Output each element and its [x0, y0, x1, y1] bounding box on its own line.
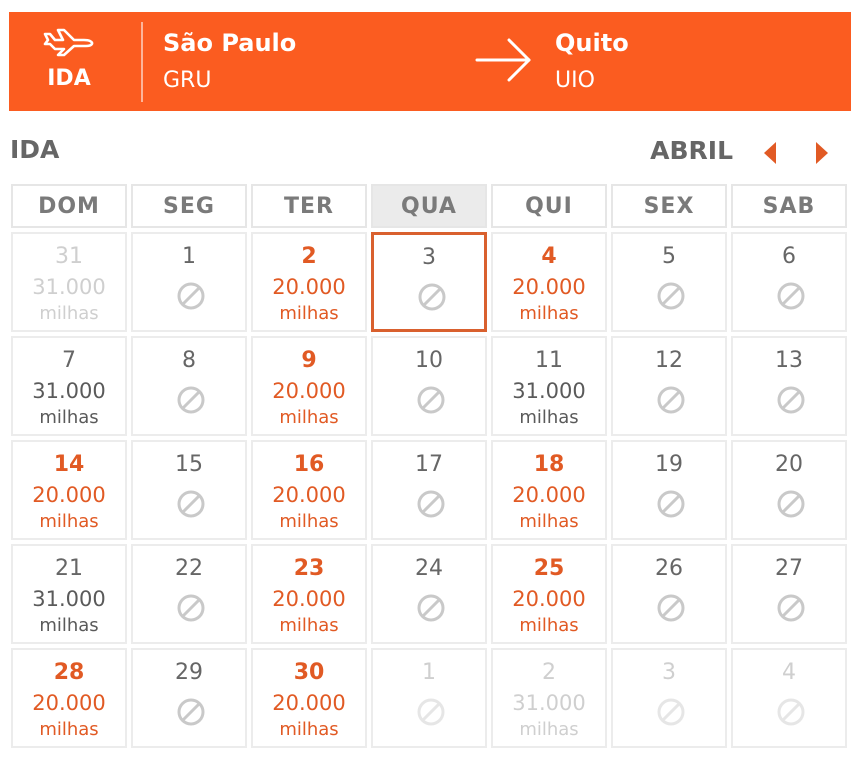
day-number: 17	[415, 452, 443, 477]
section-label: IDA	[10, 135, 60, 164]
day-price: 20.000	[32, 483, 106, 507]
calendar-day[interactable]	[491, 544, 607, 644]
no-flight-icon	[416, 489, 446, 519]
calendar-day[interactable]	[251, 544, 367, 644]
calendar-day[interactable]	[131, 232, 247, 332]
day-price: 31.000	[512, 691, 586, 715]
day-number: 1	[422, 660, 436, 685]
calendar-week	[9, 440, 851, 544]
calendar-day[interactable]	[491, 232, 607, 332]
no-flight-icon	[416, 385, 446, 415]
price-unit: milhas	[519, 407, 579, 428]
calendar-day[interactable]	[131, 544, 247, 644]
day-number: 20	[775, 452, 803, 477]
weekday-sex: SEX	[611, 184, 727, 228]
calendar-day[interactable]	[131, 336, 247, 436]
day-price: 20.000	[272, 275, 346, 299]
day-number: 3	[422, 245, 436, 270]
calendar-day[interactable]	[731, 232, 847, 332]
origin-city: São Paulo	[163, 29, 297, 57]
calendar-day	[491, 648, 607, 748]
price-unit: milhas	[39, 303, 99, 324]
day-price: 31.000	[32, 587, 106, 611]
price-unit: milhas	[279, 303, 339, 324]
calendar-day[interactable]	[371, 544, 487, 644]
price-unit: milhas	[519, 303, 579, 324]
calendar-day[interactable]	[11, 648, 127, 748]
price-unit: milhas	[519, 615, 579, 636]
no-flight-icon	[176, 697, 206, 727]
calendar-day[interactable]	[371, 336, 487, 436]
calendar-day[interactable]	[731, 544, 847, 644]
day-number: 30	[293, 660, 325, 685]
price-unit: milhas	[279, 615, 339, 636]
month-label: ABRIL	[650, 136, 733, 165]
calendar-day	[611, 648, 727, 748]
calendar-week	[9, 336, 851, 440]
day-number: 8	[182, 348, 196, 373]
calendar-week	[9, 648, 851, 752]
no-flight-icon	[776, 697, 806, 727]
day-price: 20.000	[272, 691, 346, 715]
day-number: 11	[535, 348, 563, 373]
chevron-left-icon[interactable]	[761, 140, 779, 166]
calendar-week	[9, 544, 851, 648]
price-unit: milhas	[279, 407, 339, 428]
day-number: 28	[53, 660, 85, 685]
header-divider	[141, 22, 143, 102]
day-number: 26	[655, 556, 683, 581]
day-number: 7	[62, 348, 76, 373]
calendar-day[interactable]	[251, 440, 367, 540]
day-number: 2	[542, 660, 556, 685]
no-flight-icon	[417, 282, 447, 312]
day-number: 6	[782, 244, 796, 269]
day-number: 14	[53, 452, 85, 477]
no-flight-icon	[776, 385, 806, 415]
no-flight-icon	[656, 489, 686, 519]
day-price: 20.000	[272, 379, 346, 403]
day-price: 20.000	[512, 483, 586, 507]
price-unit: milhas	[519, 719, 579, 740]
day-price: 20.000	[272, 483, 346, 507]
weekday-sab: SAB	[731, 184, 847, 228]
weekday-qui: QUI	[491, 184, 607, 228]
calendar-day[interactable]	[371, 232, 487, 332]
price-unit: milhas	[519, 511, 579, 532]
day-number: 23	[293, 556, 325, 581]
day-number: 3	[662, 660, 676, 685]
no-flight-icon	[776, 281, 806, 311]
weekday-seg: SEG	[131, 184, 247, 228]
origin-code: GRU	[163, 68, 212, 93]
calendar-day[interactable]	[251, 336, 367, 436]
day-number: 24	[415, 556, 443, 581]
day-price: 20.000	[272, 587, 346, 611]
chevron-right-icon[interactable]	[813, 140, 831, 166]
day-number: 25	[533, 556, 565, 581]
trip-type	[33, 24, 105, 91]
day-number: 15	[175, 452, 203, 477]
day-number: 9	[301, 348, 317, 373]
calendar-day[interactable]	[491, 336, 607, 436]
day-number: 18	[533, 452, 565, 477]
no-flight-icon	[656, 697, 686, 727]
day-number: 10	[415, 348, 443, 373]
day-number: 27	[775, 556, 803, 581]
day-price: 31.000	[512, 379, 586, 403]
weekday-dom: DOM	[11, 184, 127, 228]
calendar-week	[9, 232, 851, 336]
weekday-header	[9, 184, 851, 232]
trip-type-label: IDA	[47, 66, 91, 91]
day-number: 4	[541, 244, 557, 269]
no-flight-icon	[656, 593, 686, 623]
calendar-day[interactable]	[491, 440, 607, 540]
day-price: 20.000	[32, 691, 106, 715]
destination-city: Quito	[555, 29, 629, 57]
weekday-qua: QUA	[371, 184, 487, 228]
calendar-day	[731, 648, 847, 748]
calendar-day[interactable]	[11, 440, 127, 540]
no-flight-icon	[176, 385, 206, 415]
no-flight-icon	[776, 489, 806, 519]
calendar-day[interactable]	[11, 544, 127, 644]
calendar-toolbar	[9, 132, 851, 174]
price-unit: milhas	[39, 407, 99, 428]
calendar-day	[11, 232, 127, 332]
price-unit: milhas	[39, 719, 99, 740]
destination-code: UIO	[555, 68, 595, 93]
day-number: 29	[175, 660, 203, 685]
no-flight-icon	[416, 697, 446, 727]
calendar-day[interactable]	[611, 544, 727, 644]
day-price: 20.000	[512, 275, 586, 299]
calendar-day[interactable]	[731, 336, 847, 436]
calendar-day[interactable]	[611, 336, 727, 436]
calendar-day	[371, 648, 487, 748]
day-number: 1	[182, 244, 196, 269]
day-number: 2	[301, 244, 317, 269]
day-number: 31	[55, 244, 83, 269]
calendar-grid	[9, 184, 851, 752]
day-number: 12	[655, 348, 683, 373]
day-number: 5	[662, 244, 676, 269]
no-flight-icon	[176, 593, 206, 623]
calendar-day[interactable]	[611, 440, 727, 540]
day-number: 22	[175, 556, 203, 581]
day-number: 13	[775, 348, 803, 373]
arrow-right-icon	[475, 35, 533, 85]
day-number: 4	[782, 660, 796, 685]
route-header	[9, 12, 851, 111]
price-unit: milhas	[279, 511, 339, 532]
no-flight-icon	[176, 281, 206, 311]
no-flight-icon	[176, 489, 206, 519]
no-flight-icon	[656, 281, 686, 311]
weekday-ter: TER	[251, 184, 367, 228]
price-unit: milhas	[39, 615, 99, 636]
day-price: 31.000	[32, 275, 106, 299]
day-number: 21	[55, 556, 83, 581]
day-number: 19	[655, 452, 683, 477]
no-flight-icon	[656, 385, 686, 415]
calendar-day[interactable]	[11, 336, 127, 436]
price-unit: milhas	[279, 719, 339, 740]
calendar-day[interactable]	[251, 232, 367, 332]
calendar-day[interactable]	[131, 648, 247, 748]
no-flight-icon	[776, 593, 806, 623]
day-price: 20.000	[512, 587, 586, 611]
day-number: 16	[293, 452, 325, 477]
plane-icon	[42, 24, 96, 58]
calendar-day[interactable]	[371, 440, 487, 540]
no-flight-icon	[416, 593, 446, 623]
calendar-day[interactable]	[731, 440, 847, 540]
price-unit: milhas	[39, 511, 99, 532]
day-price: 31.000	[32, 379, 106, 403]
calendar-day[interactable]	[251, 648, 367, 748]
calendar-day[interactable]	[611, 232, 727, 332]
calendar-day[interactable]	[131, 440, 247, 540]
